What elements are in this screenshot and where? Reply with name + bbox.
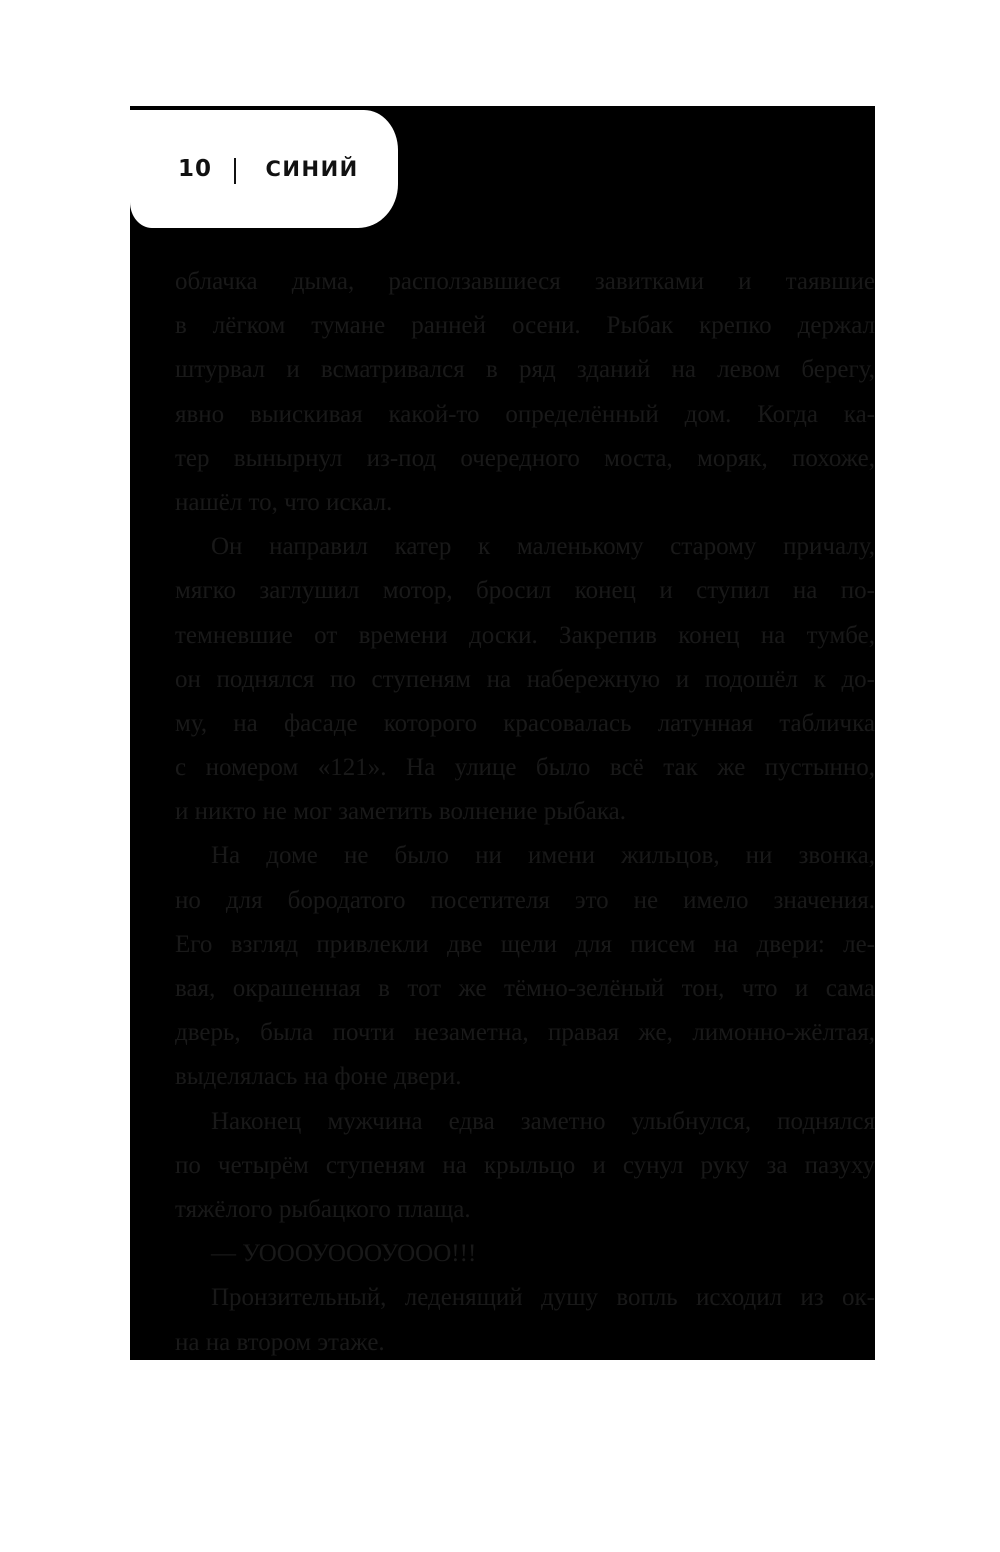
text-line: му, на фасаде которого красовалась латунная табличка <box>175 709 875 737</box>
paragraph <box>175 260 875 525</box>
paragraph <box>175 1276 875 1364</box>
paragraph <box>175 1100 875 1233</box>
text-line: Его взгляд привлекли две щели для писем на двери: ле- <box>175 930 875 958</box>
text-line: и никто не мог заметить волнение рыбака. <box>175 798 626 826</box>
text-line: тяжёлого рыбацкого плаща. <box>175 1195 471 1223</box>
text-line: — УОООУОООУООО!!! <box>211 1240 477 1268</box>
text-line: Пронзительный, леденящий душу вопль исходил из ок- <box>211 1284 875 1312</box>
text-line: выделялась на фоне двери. <box>175 1063 462 1091</box>
text-line: На доме не было ни имени жильцов, ни звонка, <box>211 842 875 870</box>
body-text <box>175 260 875 1365</box>
text-line: тер вынырнул из-под очередного моста, моряк, похоже, <box>175 444 875 472</box>
text-line: он поднялся по ступеням на набережную и подошёл к до- <box>175 665 875 693</box>
paragraph <box>175 525 875 834</box>
text-line: по четырём ступеням на крыльцо и сунул руку за пазуху <box>175 1151 875 1179</box>
text-line: на на втором этаже. <box>175 1328 385 1356</box>
text-line: явно выискивая какой-то определённый дом. Когда ка- <box>175 400 875 428</box>
text-line: темневшие от времени доски. Закрепив конец на тумбе, <box>175 621 875 649</box>
text-line: Он направил катер к маленькому старому причалу, <box>211 533 875 561</box>
page-number: 10 <box>178 156 213 182</box>
text-line: нашёл то, что искал. <box>175 488 393 516</box>
chapter-title: СИНИЙ <box>265 157 359 181</box>
text-line: облачка дыма, расползавшиеся завитками и таявшие <box>175 268 875 295</box>
paragraph <box>175 1232 875 1276</box>
running-header <box>130 110 398 228</box>
text-line: с номером «121». На улице было всё так же пустынно, <box>175 754 875 782</box>
text-line: вая, окрашенная в тот же тёмно-зелёный тон, что и сама <box>175 975 875 1002</box>
text-line: Наконец мужчина едва заметно улыбнулся, поднялся <box>211 1107 875 1135</box>
paragraph <box>175 834 875 1099</box>
text-line: штурвал и всматривался в ряд зданий на левом берегу, <box>175 356 875 384</box>
text-line: но для бородатого посетителя это не имело значения. <box>175 886 875 914</box>
text-line: в лёгком тумане ранней осени. Рыбак крепко держал <box>175 312 875 340</box>
text-line: дверь, была почти незаметна, правая же, лимонно-жёлтая, <box>175 1019 875 1047</box>
text-line: мягко заглушил мотор, бросил конец и ступил на по- <box>175 577 875 605</box>
header-separator <box>234 158 236 184</box>
